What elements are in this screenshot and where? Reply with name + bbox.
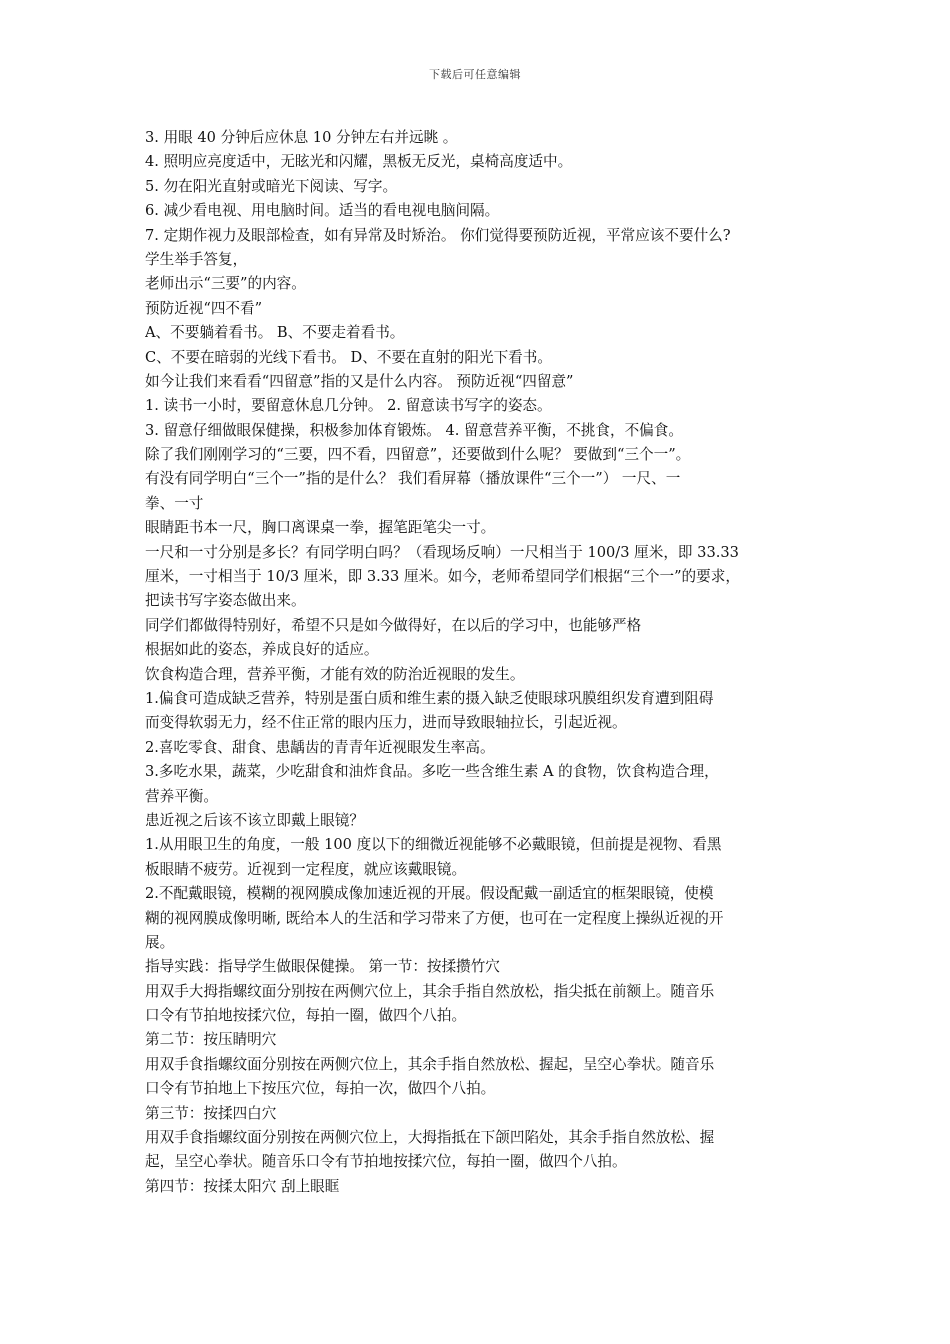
text-line: 厘米，一寸相当于 10/3 厘米，即 3.33 厘米。如今，老师希望同学们根据“三个一”的要求，: [145, 568, 740, 586]
text-line: 拳、一寸: [145, 494, 204, 512]
text-line: C、不要在暗弱的光线下看书。 D、不要在直射的阳光下看书。: [145, 348, 552, 366]
page-header: 下载后可任意编辑: [429, 68, 521, 81]
text-line: 3. 留意仔细做眼保健操，积极参加体育锻炼。 4. 留意营养平衡，不挑食，不偏食。: [145, 421, 683, 439]
text-line: 如今让我们来看看“四留意”指的又是什么内容。 预防近视“四留意”: [145, 372, 574, 390]
text-line: 2.喜吃零食、甜食、患龋齿的青青年近视眼发生率高。: [145, 738, 495, 756]
text-line: 预防近视“四不看”: [145, 299, 263, 317]
text-line: A、不要躺着看书。 B、不要走着看书。: [145, 324, 405, 342]
text-line: 患近视之后该不该立即戴上眼镜？: [145, 811, 364, 829]
text-line: 老师出示“三要”的内容。: [145, 275, 306, 293]
text-line: 用双手食指螺纹面分别按在两侧穴位上，大拇指抵在下颌凹陷处，其余手指自然放松、握: [145, 1129, 715, 1147]
text-line: 第三节：按揉四白穴: [145, 1104, 277, 1122]
text-line: 同学们都做得特别好，希望不只是如今做得好，在以后的学习中，也能够严格: [145, 616, 642, 634]
text-line: 口令有节拍地上下按压穴位，每拍一次，做四个八拍。: [145, 1080, 496, 1098]
text-line: 1.偏食可造成缺乏营养，特别是蛋白质和维生素的摄入缺乏使眼球巩膜组织发育遭到阻碍: [145, 689, 714, 707]
text-line: 第二节：按压睛明穴: [145, 1031, 277, 1049]
text-line: 把读书写字姿态做出来。: [145, 592, 306, 610]
text-line: 第四节：按揉太阳穴 刮上眼眶: [145, 1177, 340, 1195]
text-line: 1. 读书一小时，要留意休息几分钟。 2. 留意读书写字的姿态。: [145, 397, 552, 415]
text-line: 3. 用眼 40 分钟后应休息 10 分钟左右并远眺 。: [145, 129, 458, 146]
text-line: 饮食构造合理，营养平衡，才能有效的防治近视眼的发生。: [145, 665, 525, 683]
text-line: 起，呈空心拳状。随音乐口令有节拍地按揉穴位，每拍一圈，做四个八拍。: [145, 1153, 627, 1171]
text-line: 用双手大拇指螺纹面分别按在两侧穴位上，其余手指自然放松，指尖抵在前额上。随音乐: [145, 982, 715, 1000]
text-line: 一尺和一寸分别是多长？有同学明白吗？（看现场反响）一尺相当于 100/3 厘米，即 33.33: [145, 543, 739, 561]
text-line: 除了我们刚刚学习的“三要，四不看，四留意”，还要做到什么呢？ 要做到“三个一”。: [145, 446, 691, 464]
text-line: 糊的视网膜成像明晰, 既给本人的生活和学习带来了方便，也可在一定程度上操纵近视的开: [145, 909, 724, 927]
text-line: 7. 定期作视力及眼部检查，如有异常及时矫治。 你们觉得要预防近视，平常应该不要什么?: [145, 226, 731, 244]
text-line: 根据如此的姿态，养成良好的适应。: [145, 641, 379, 659]
text-line: 指导实践：指导学生做眼保健操。 第一节：按揉攒竹穴: [145, 958, 500, 976]
text-line: 2.不配戴眼镜，模糊的视网膜成像加速近视的开展。假设配戴一副适宜的框架眼镜，使模: [145, 885, 714, 903]
text-line: 3.多吃水果，蔬菜，少吃甜食和油炸食品。多吃一些含维生素 A 的食物，饮食构造合理，: [145, 763, 719, 781]
text-line: 口令有节拍地按揉穴位，每拍一圈，做四个八拍。: [145, 1007, 467, 1025]
text-line: 1.从用眼卫生的角度，一般 100 度以下的细微近视能够不必戴眼镜，但前提是视物、看黑: [145, 836, 722, 854]
text-line: 5. 勿在阳光直射或暗光下阅读、写字。: [145, 177, 398, 195]
text-line: 展。: [145, 933, 175, 951]
text-line: 眼睛距书本一尺，胸口离课桌一拳，握笔距笔尖一寸。: [145, 519, 496, 537]
text-line: 4. 照明应亮度适中，无眩光和闪耀，黑板无反光，桌椅高度适中。: [145, 153, 573, 171]
text-line: 而变得软弱无力，经不住正常的眼内压力，进而导致眼轴拉长，引起近视。: [145, 714, 627, 732]
text-line: 学生举手答复，: [145, 250, 248, 268]
text-line: 用双手食指螺纹面分别按在两侧穴位上，其余手指自然放松、握起，呈空心拳状。随音乐: [145, 1055, 715, 1073]
text-line: 有没有同学明白“三个一”指的是什么？ 我们看屏幕（播放课件“三个一”） 一尺、一: [145, 470, 681, 488]
text-line: 6. 减少看电视、用电脑时间。适当的看电视电脑间隔。: [145, 202, 500, 220]
document-body: [145, 126, 817, 1199]
text-line: 营养平衡。: [145, 787, 218, 805]
text-line: 板眼睛不疲劳。近视到一定程度，就应该戴眼镜。: [145, 860, 467, 878]
